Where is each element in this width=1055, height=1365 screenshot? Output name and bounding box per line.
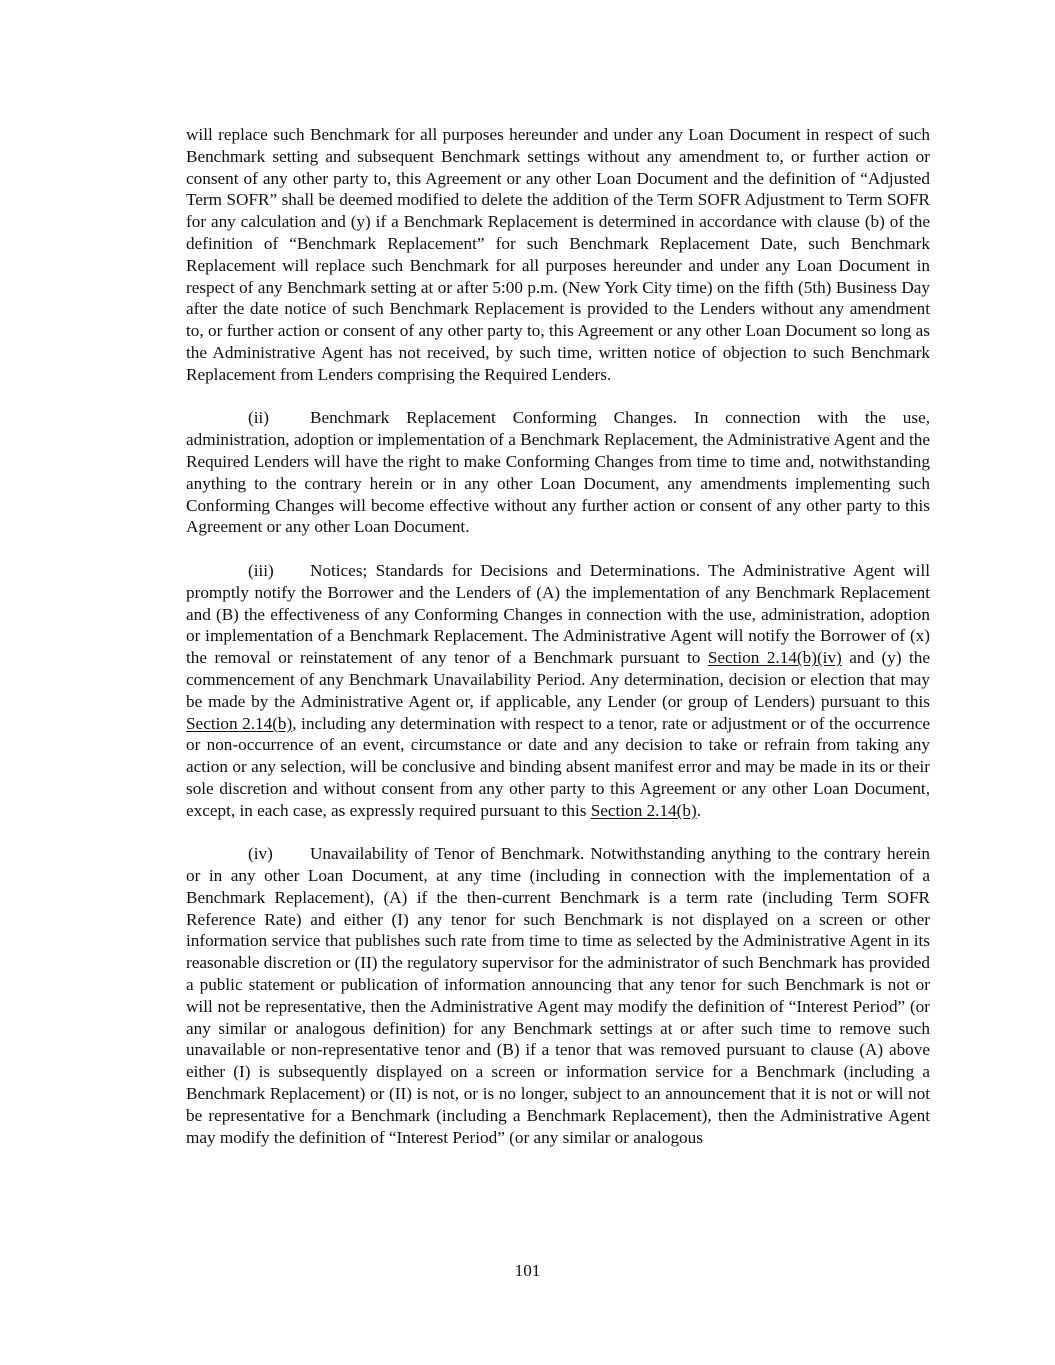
paragraph-ii-label: (ii) — [248, 408, 269, 428]
paragraph-iv-label: (iv) — [248, 844, 273, 864]
document-body — [186, 124, 930, 1170]
paragraph-iii-label: (iii) — [248, 560, 274, 580]
paragraph-ii — [186, 407, 930, 538]
paragraph-iii-text-4: . — [696, 800, 702, 820]
paragraph-iii-text-1: Notices; Standards for Decisions and Determinations. The Administrative Agent will promptly notify the Borrower and the Lenders of (A) the implementation of any Benchmark Replacement and (B) the effectiveness of any Conforming Changes in connection with the use, administration, adoption or implementation of a Benchmark Replacement. The Administrative Agent will notify the Borrower of (x) the removal or reinstatement of any tenor of a Benchmark pursuant to — [186, 560, 930, 668]
paragraph-iv-text: Unavailability of Tenor of Benchmark. Notwithstanding anything to the contrary herein or in any other Loan Document, at any time (including in connection with the implementation of a Benchmark Replacement), (A) if the then-current Benchmark is a term rate (including Term SOFR Reference Rate) and either (I) any tenor for such Benchmark is not displayed on a screen or other information service that publishes such rate from time to time as selected by the Administrative Agent in its reasonable discretion or (II) the regulatory supervisor for the administrator of such Benchmark has provided a public statement or publication of information announcing that any tenor for such Benchmark is not or will not be representative, then the Administrative Agent may modify the definition of “Interest Period” (or any similar or analogous definition) for any Benchmark settings at or after such time to remove such unavailable or non-representative tenor and (B) if a tenor that was removed pursuant to clause (A) above either (I) is subsequently displayed on a screen or information service for a Benchmark (including a Benchmark Replacement) or (II) is not, or is no longer, subject to an announcement that it is not or will not be representative for a Benchmark (including a Benchmark Replacement), then the Administrative Agent may modify the definition of “Interest Period” (or any similar or analogous — [186, 844, 930, 1147]
paragraph-iii — [186, 560, 930, 822]
paragraph-iv — [186, 843, 930, 1148]
section-reference-2-14-b: Section 2.14(b) — [186, 713, 293, 733]
paragraph-ii-text: Benchmark Replacement Conforming Changes. In connection with the use, administration, adoption or implementation of a Benchmark Replacement, the Administrative Agent and the Required Lenders will have the right to make Conforming Changes from time to time and, notwithstanding anything to the contrary herein or in any other Loan Document, any amendments implementing such Conforming Changes will become effective without any further action or consent of any other party to this Agreement or any other Loan Document. — [186, 408, 930, 537]
paragraph-iii-text-2: and (y) the commencement of any Benchmark Unavailability Period. Any determination, decision or election that may be made by the Administrative Agent or, if applicable, any Lender (or group of Lenders) pursuant to this — [186, 648, 930, 711]
page-number: 101 — [514, 1261, 541, 1280]
section-reference-2-14-b-second: Section 2.14(b) — [590, 800, 697, 820]
paragraph-continuation: will replace such Benchmark for all purposes hereunder and under any Loan Document in respect of such Benchmark setting and subsequent Benchmark settings without any amendment to, or further action or consent of any other party to, this Agreement or any other Loan Document and the definition of “Adjusted Term SOFR” shall be deemed modified to delete the addition of the Term SOFR Adjustment to Term SOFR for any calculation and (y) if a Benchmark Replacement is determined in accordance with clause (b) of the definition of “Benchmark Replacement” for such Benchmark Replacement Date, such Benchmark Replacement will replace such Benchmark for all purposes hereunder and under any Loan Document in respect of any Benchmark setting at or after 5:00 p.m. (New York City time) on the fifth (5th) Business Day after the date notice of such Benchmark Replacement is provided to the Lenders without any amendment to, or further action or consent of any other party to, this Agreement or any other Loan Document so long as the Administrative Agent has not received, by such time, written notice of objection to such Benchmark Replacement from Lenders comprising the Required Lenders. — [186, 125, 930, 384]
section-reference-2-14-b-iv: Section 2.14(b)(iv) — [707, 648, 842, 668]
paragraph-iii-text-3: , including any determination with respect to a tenor, rate or adjustment or of the occurrence or non-occurrence of an event, circumstance or date and any decision to take or refrain from taking any action or any selection, will be conclusive and binding absent manifest error and may be made in its or their sole discretion and without consent from any other party to this Agreement or any other Loan Document, except, in each case, as expressly required pursuant to this — [186, 713, 930, 820]
